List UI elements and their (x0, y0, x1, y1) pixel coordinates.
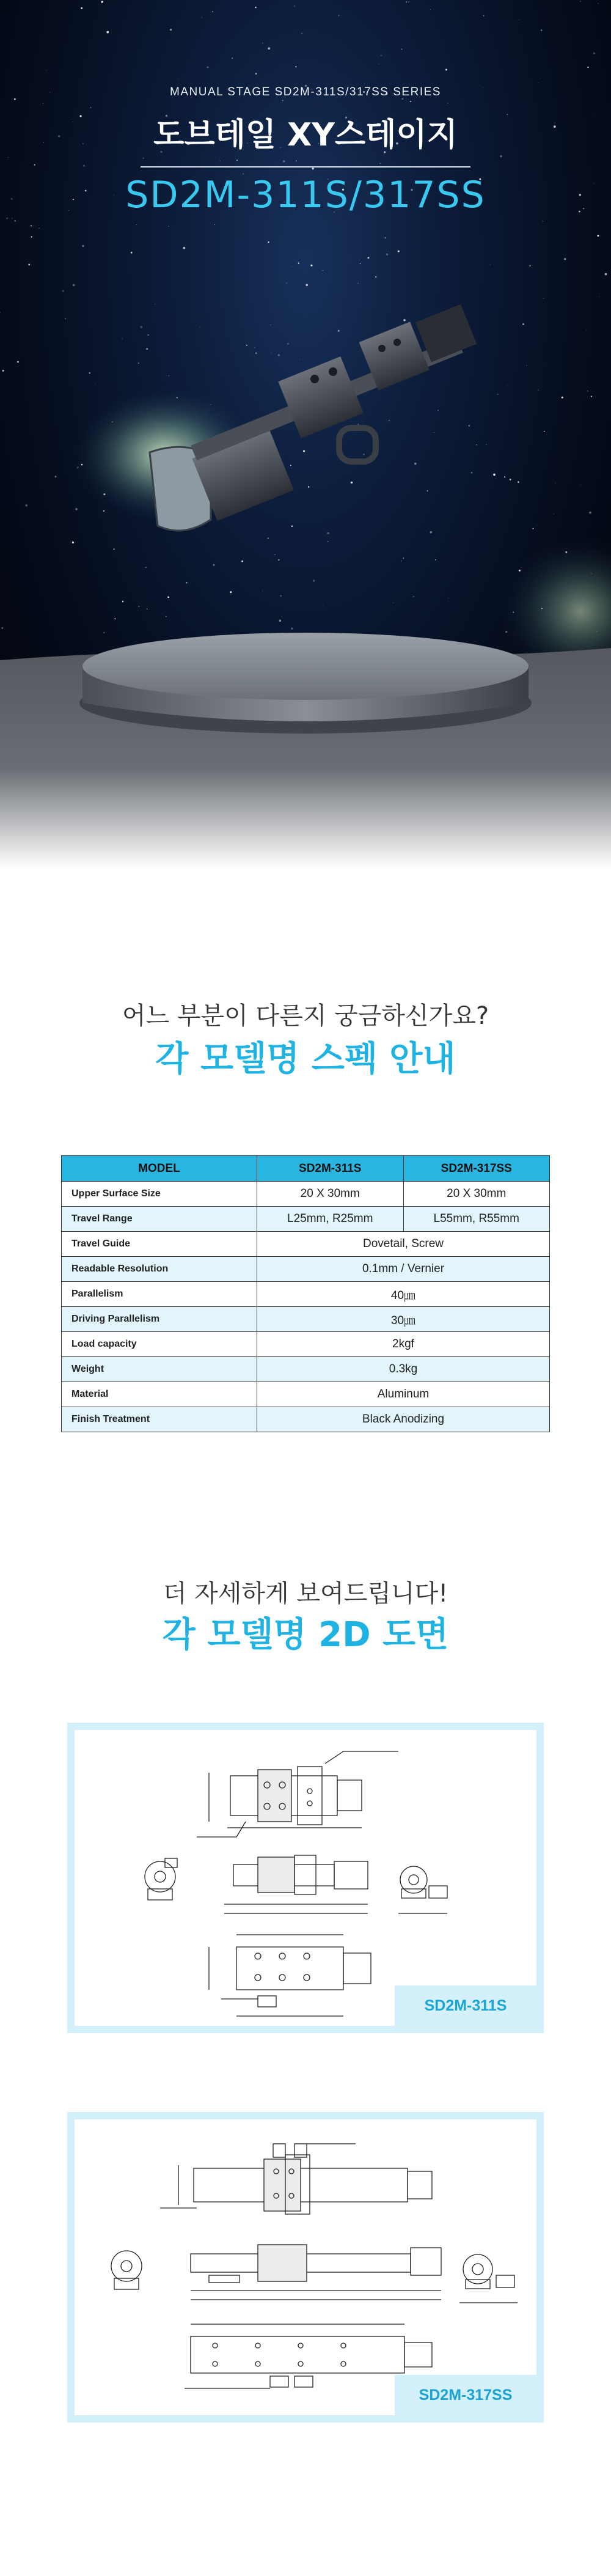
technical-drawing-311s (75, 1730, 536, 2026)
hero-divider (141, 166, 470, 167)
spec-row (62, 1282, 550, 1307)
spec-value: 40㎛ (257, 1282, 550, 1307)
spec-value: Black Anodizing (257, 1407, 550, 1432)
spec-value: 0.1mm / Vernier (257, 1257, 550, 1282)
series-label: MANUAL STAGE SD2M-311S/317SS SERIES (170, 86, 441, 98)
spec-value: 0.3kg (257, 1357, 550, 1382)
spec-label: Readable Resolution (62, 1257, 257, 1282)
drawing-panel-sd2m-311s (67, 1723, 544, 2033)
spec-value: L25mm, R25mm (257, 1207, 404, 1232)
spec-row (62, 1232, 550, 1257)
header-sd2m-317ss: SD2M-317SS (403, 1156, 550, 1182)
spec-label: Finish Treatment (62, 1407, 257, 1432)
hero-title: 도브테일 XY스테이지 (153, 117, 458, 153)
technical-drawing-317ss (75, 2119, 536, 2415)
spec-row (62, 1182, 550, 1207)
model-tag-317ss: SD2M-317SS (395, 2375, 536, 2415)
drawing-section-title: 각 모델명 2D 도면 (162, 1615, 449, 1655)
spec-label: Driving Parallelism (62, 1307, 257, 1332)
spec-value: 2kgf (257, 1332, 550, 1357)
drawing-canvas (75, 2119, 536, 2415)
spec-value: 20 X 30mm (403, 1182, 550, 1207)
spec-row (62, 1307, 550, 1332)
spec-label: Parallelism (62, 1282, 257, 1307)
spec-value: Aluminum (257, 1382, 550, 1407)
spec-row (62, 1382, 550, 1407)
spec-label: Load capacity (62, 1332, 257, 1357)
model-tag-311s: SD2M-311S (395, 1985, 536, 2026)
spec-row (62, 1407, 550, 1432)
drawing-canvas (75, 1730, 536, 2026)
drawing-section-subtitle: 더 자세하게 보여드립니다! (163, 1580, 448, 1608)
spec-row (62, 1257, 550, 1282)
spec-value: 20 X 30mm (257, 1182, 404, 1207)
spec-section-title: 각 모델명 스펙 안내 (155, 1039, 456, 1079)
header-sd2m-311s: SD2M-311S (257, 1156, 404, 1182)
header-model: MODEL (62, 1156, 257, 1182)
drawing-panel-sd2m-317ss (67, 2112, 544, 2423)
spec-section-subtitle: 어느 부분이 다른지 궁금하신가요? (122, 1002, 489, 1030)
spec-row (62, 1332, 550, 1357)
spec-label: Travel Guide (62, 1232, 257, 1257)
hero-banner (0, 0, 611, 868)
spec-table (61, 1155, 550, 1432)
spec-label: Weight (62, 1357, 257, 1382)
spec-row (62, 1357, 550, 1382)
spec-label: Travel Range (62, 1207, 257, 1232)
hero-model-name: SD2M-311S/317SS (125, 174, 486, 216)
spec-label: Material (62, 1382, 257, 1407)
spec-row (62, 1207, 550, 1232)
spec-value: 30㎛ (257, 1307, 550, 1332)
spec-value: Dovetail, Screw (257, 1232, 550, 1257)
spec-table-header (62, 1156, 550, 1182)
spec-label: Upper Surface Size (62, 1182, 257, 1207)
spec-value: L55mm, R55mm (403, 1207, 550, 1232)
